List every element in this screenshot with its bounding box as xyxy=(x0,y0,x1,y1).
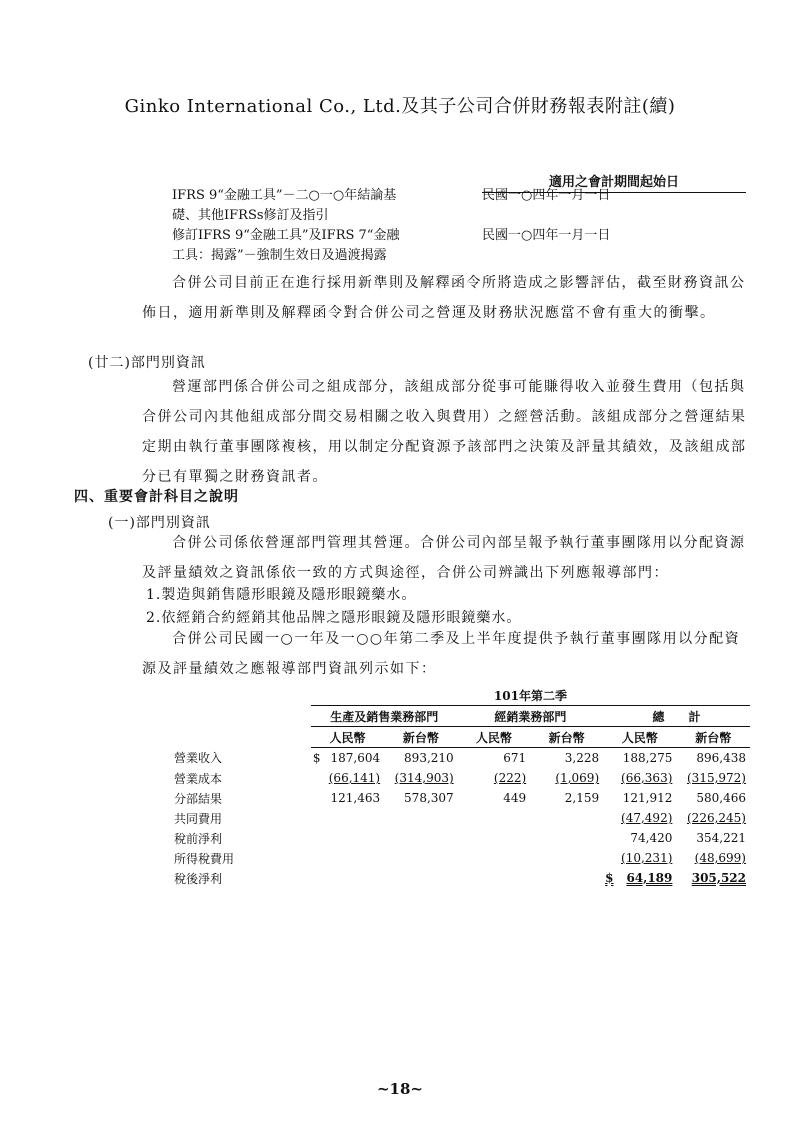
table-subhead-row xyxy=(170,727,750,748)
subhead-rmb: 人民幣 xyxy=(311,727,384,748)
row-label: 共同費用 xyxy=(174,811,223,826)
section-4-heading: 四、重要會計科目之說明 xyxy=(74,489,239,505)
row-label: 稅前淨利 xyxy=(174,831,223,846)
standard-row-1 xyxy=(0,186,800,226)
row-label: 稅後淨利 xyxy=(174,871,223,886)
group-header-distribution: 經銷業務部門 xyxy=(458,706,603,727)
currency-symbol: $ xyxy=(605,871,614,885)
table-group-row xyxy=(170,706,750,727)
table-period: 101年第二季 xyxy=(311,685,750,706)
table-row: 稅後淨利 $ 64,189 305,522 xyxy=(170,868,750,888)
table-row: 所得稅費用 (10,231) (48,699) xyxy=(170,848,750,868)
subhead-rmb: 人民幣 xyxy=(458,727,531,748)
section-4-sub-heading: (一)部門別資訊 xyxy=(108,515,211,531)
page-header-title: Ginko International Co., Ltd.及其子公司合併財務報表附註(續) xyxy=(124,96,676,117)
table-row: 分部結果 121,463 578,307 449 2,159 121,912 580,466 xyxy=(170,788,750,808)
subhead-ntd: 新台幣 xyxy=(530,727,603,748)
section-4-paragraph-1: 合併公司係依營運部門管理其營運。合併公司內部呈報予執行董事團隊用以分配資源及評量績效之資訊係依一致的方式與途徑，合併公司辨識出下列應報導部門： xyxy=(142,535,746,581)
row-label: 分部結果 xyxy=(174,791,223,806)
group-header-total: 總 計 xyxy=(603,706,750,727)
table-row: 營業成本 (66,141) (314,903) (222) (1,069) (66,363) (315,972) xyxy=(170,768,750,788)
assessment-paragraph: 合併公司目前正在進行採用新準則及解釋函令所將造成之影響評估，截至財務資訊公佈日，適用新準則及解釋函令對合併公司之營運及財務狀況應當不會有重大的衝擊。 xyxy=(142,275,746,321)
effective-date-header: 適用之會計期間起始日 xyxy=(482,171,746,193)
row-label: 營業收入 xyxy=(174,751,223,766)
table-row: 營業收入 $ 187,604 893,210 671 3,228 188,275 896,438 xyxy=(170,748,750,769)
section-22-paragraph: 營運部門係合併公司之組成部分，該組成部分從事可能賺得收入並發生費用（包括與合併公司內其他組成部分間交易相關之收入與費用）之經營活動。該組成部分之營運結果定期由執行董事團隊複核，用以制定分配資源予該部門之決策及評量其績效，及該組成部分已有單獨之財務資訊者。 xyxy=(142,379,747,485)
standard-effective-date: 民國一○四年一月一日 xyxy=(482,188,611,203)
subhead-ntd: 新台幣 xyxy=(384,727,458,748)
table-row: 稅前淨利 74,420 354,221 xyxy=(170,828,750,848)
segment-table xyxy=(170,685,750,888)
standard-name: 修訂IFRS 9“金融工具”及IFRS 7“金融 工具：揭露”－強制生效日及過渡揭露 xyxy=(172,228,400,263)
list-item-1: 1.製造與銷售隱形眼鏡及隱形眼鏡藥水。 xyxy=(146,587,417,603)
row-label: 所得稅費用 xyxy=(174,851,235,866)
group-header-manufacturing: 生產及銷售業務部門 xyxy=(311,706,458,727)
page-number: ~18~ xyxy=(376,1080,423,1098)
standard-row-2 xyxy=(0,226,800,266)
standard-name: IFRS 9“金融工具”－二○一○年結論基 礎、其他IFRSs修訂及指引 xyxy=(172,188,397,223)
subhead-rmb: 人民幣 xyxy=(603,727,676,748)
section-4-paragraph-2: 合併公司民國一○一年及一○○年第二季及上半年度提供予執行董事團隊用以分配資源及評量績效之應報導部門資訊列示如下： xyxy=(142,631,741,677)
list-item-2: 2.依經銷合約經銷其他品牌之隱形眼鏡及隱形眼鏡藥水。 xyxy=(146,610,522,626)
row-label: 營業成本 xyxy=(174,771,223,786)
table-period-row xyxy=(170,685,750,706)
standard-effective-date: 民國一○四年一月一日 xyxy=(482,228,611,243)
table-row: 共同費用 (47,492) (226,245) xyxy=(170,808,750,828)
subhead-ntd: 新台幣 xyxy=(676,727,750,748)
section-22-heading: (廿二)部門別資訊 xyxy=(88,355,206,371)
currency-symbol: $ xyxy=(312,751,321,765)
